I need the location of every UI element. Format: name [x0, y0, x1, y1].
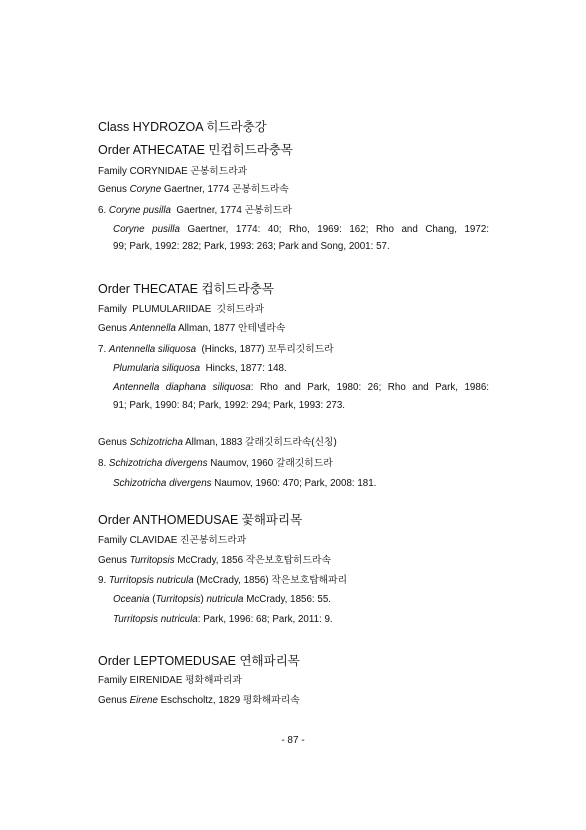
text-segment: Naumov, 1960 갈래깃히드라 [207, 458, 333, 469]
species-number: 6. [98, 205, 109, 216]
text-segment: Genus [98, 184, 130, 195]
species-entry [98, 205, 292, 217]
text-segment: : Rho and Park, 1980: 26; Rho and Park, 1986: [250, 382, 489, 393]
text-segment: (Hincks, 1877) 꼬투리깃히드라 [196, 344, 334, 355]
citation-continuation: 99; Park, 1992: 282; Park, 1993: 263; Park and Song, 2001: 57. [113, 241, 390, 252]
genus-line [98, 437, 337, 449]
family-line: Family CORYNIDAE 곤봉히드라과 [98, 166, 248, 177]
order-heading: Order ANTHOMEDUSAE 꽃해파리목 [98, 513, 303, 527]
text-segment: Genus [98, 323, 130, 334]
order-heading: Order THECATAE 컵히드라충목 [98, 282, 274, 296]
text-segment: Genus [98, 437, 130, 448]
family-line: Family EIRENIDAE 평화해파리과 [98, 675, 242, 686]
taxon-name-italic: nutricula [206, 594, 244, 605]
taxon-name-italic: Coryne [129, 184, 162, 195]
taxon-name-italic: Schizotricha [129, 437, 183, 448]
text-segment: Naumov, 1960: 470; Park, 2008: 181. [211, 478, 377, 489]
synonym-citation [113, 382, 489, 394]
genus-line [98, 695, 300, 707]
order-heading: Order LEPTOMEDUSAE 연해파리목 [98, 654, 300, 668]
text-segment: Hincks, 1877: 148. [200, 363, 287, 374]
species-entry [98, 458, 333, 470]
text-segment: Allman, 1883 갈래깃히드라속(신칭) [182, 437, 337, 448]
taxon-name-italic: Turritopsis [155, 594, 201, 605]
text-segment: Gaertner, 1774 곤봉히드라 [170, 205, 292, 216]
text-segment: Allman, 1877 안테넬라속 [175, 323, 286, 334]
taxon-name-italic: Schizotricha divergens [108, 458, 208, 469]
text-segment: ( [149, 594, 156, 605]
species-number: 9. [98, 575, 109, 586]
class-heading: Class HYDROZOA 히드라충강 [98, 120, 267, 134]
species-entry [98, 575, 347, 587]
text-segment: Gaertner, 1774 곤봉히드라속 [161, 184, 289, 195]
taxon-name-italic: Antennella diaphana siliquosa [113, 382, 251, 393]
text-segment: McCrady, 1856: 55. [243, 594, 331, 605]
taxon-name-italic: Schizotricha divergens [113, 478, 212, 489]
text-segment: ) [200, 594, 207, 605]
taxon-name-italic: Eirene [129, 695, 158, 706]
species-entry [98, 344, 334, 356]
taxon-name-italic: Oceania [113, 594, 150, 605]
taxon-name-italic: Antennella siliquosa [108, 344, 197, 355]
synonym-citation [113, 224, 489, 236]
text-segment: Gaertner, 1774: 40; Rho, 1969: 162; Rho and Chang, 1972: [179, 224, 490, 235]
taxon-name-italic: Turritopsis nutricula [108, 575, 194, 586]
text-segment: : Park, 1996: 68; Park, 2011: 9. [197, 614, 333, 625]
taxon-name-italic: Turritopsis nutricula [113, 614, 198, 625]
text-segment: Genus [98, 555, 130, 566]
text-segment: Eschscholtz, 1829 평화해파리속 [157, 695, 300, 706]
text-segment: McCrady, 1856 작은보호탑히드라속 [174, 555, 331, 566]
page-number: - 87 - [281, 735, 305, 746]
genus-line [98, 555, 331, 567]
taxon-name-italic: Turritopsis [129, 555, 175, 566]
genus-line [98, 184, 289, 196]
family-line: Family PLUMULARIIDAE 깃히드라과 [98, 304, 264, 315]
taxon-name-italic: Coryne pusilla [108, 205, 171, 216]
synonym-citation [113, 614, 333, 626]
genus-line [98, 323, 285, 335]
text-segment: Genus [98, 695, 130, 706]
taxon-name-italic: Antennella [129, 323, 176, 334]
family-line: Family CLAVIDAE 진곤봉히드라과 [98, 535, 247, 546]
synonym-citation [113, 363, 287, 375]
citation-continuation: 91; Park, 1990: 84; Park, 1992: 294; Park, 1993: 273. [113, 400, 346, 411]
synonym-citation [113, 478, 376, 490]
order-heading: Order ATHECATAE 민컵히드라충목 [98, 143, 293, 157]
text-segment: (McCrady, 1856) 작은보호탑해파리 [193, 575, 348, 586]
species-number: 7. [98, 344, 109, 355]
taxon-name-italic: Plumularia siliquosa [113, 363, 201, 374]
species-number: 8. [98, 458, 109, 469]
synonym-citation [113, 594, 331, 606]
taxon-name-italic: Coryne pusilla [113, 224, 180, 235]
